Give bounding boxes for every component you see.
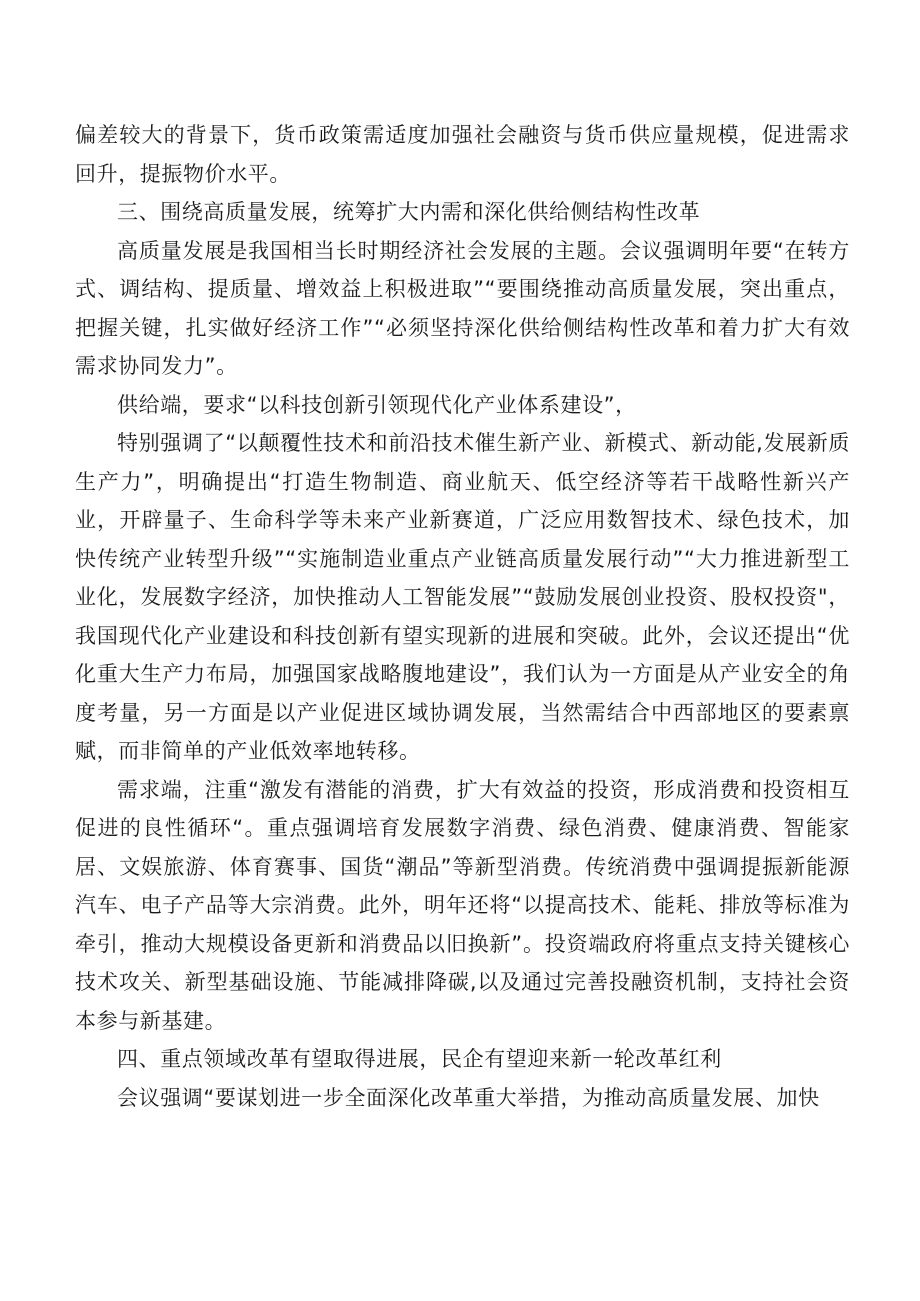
paragraph-6: 会议强调“要谋划进一步全面深化改革重大举措，为推动高质量发展、加快 xyxy=(117,1085,820,1110)
paragraph-3: 供给端，要求“以科技创新引领现代化产业体系建设”， xyxy=(117,392,637,417)
paragraph-2: 高质量发展是我国相当长时期经济社会发展的主题。会议强调明年要“在转方式、调结构、提质量、增效益上积极进取”“要围绕推动高质量发展，突出重点，把握关键，扎实做好经济工作”“必须坚持深化供给侧结构性改革和着力扩大有效需求协同发力”。 xyxy=(75,238,850,378)
paragraph-1: 偏差较大的背景下，货币政策需适度加强社会融资与货币供应量规模，促进需求回升，提振物价水平。 xyxy=(75,123,850,186)
section-heading-3: 三、围绕高质量发展，统筹扩大内需和深化供给侧结构性改革 xyxy=(117,200,701,224)
document-body xyxy=(75,116,850,1117)
section-heading-4: 四、重点领域改革有望取得进展，民企有望迎来新一轮改革红利 xyxy=(117,1047,722,1071)
paragraph-5: 需求端，注重“激发有潜能的消费，扩大有效益的投资，形成消费和投资相互促进的良性循环“。重点强调培育发展数字消费、绿色消费、健康消费、智能家居、文娱旅游、体育赛事、国货“潮品”等新型消费。传统消费中强调提振新能源汽车、电子产品等大宗消费。此外，明年还将“以提高技术、能耗、排放等标准为牵引，推动大规模设备更新和消费品以旧换新”。投资端政府将重点支持关键核心技术攻关、新型基础设施、节能减排降碳,以及通过完善投融资机制，支持社会资本参与新基建。 xyxy=(75,777,850,1033)
paragraph-4: 特别强调了“以颠覆性技术和前沿技术催生新产业、新模式、新动能,发展新质生产力”，明确提出“打造生物制造、商业航天、低空经济等若干战略性新兴产业，开辟量子、生命科学等未来产业新赛道，广泛应用数智技术、绿色技术，加快传统产业转型升级”“实施制造业重点产业链高质量发展行动”“大力推进新型工业化，发展数字经济，加快推动人工智能发展”“鼓励发展创业投资、股权投资"，我国现代化产业建设和科技创新有望实现新的进展和突破。此外，会议还提出“优化重大生产力布局，加强国家战略腹地建设”，我们认为一方面是从产业安全的角度考量，另一方面是以产业促进区域协调发展，当然需结合中西部地区的要素禀赋，而非简单的产业低效率地转移。 xyxy=(75,431,850,763)
